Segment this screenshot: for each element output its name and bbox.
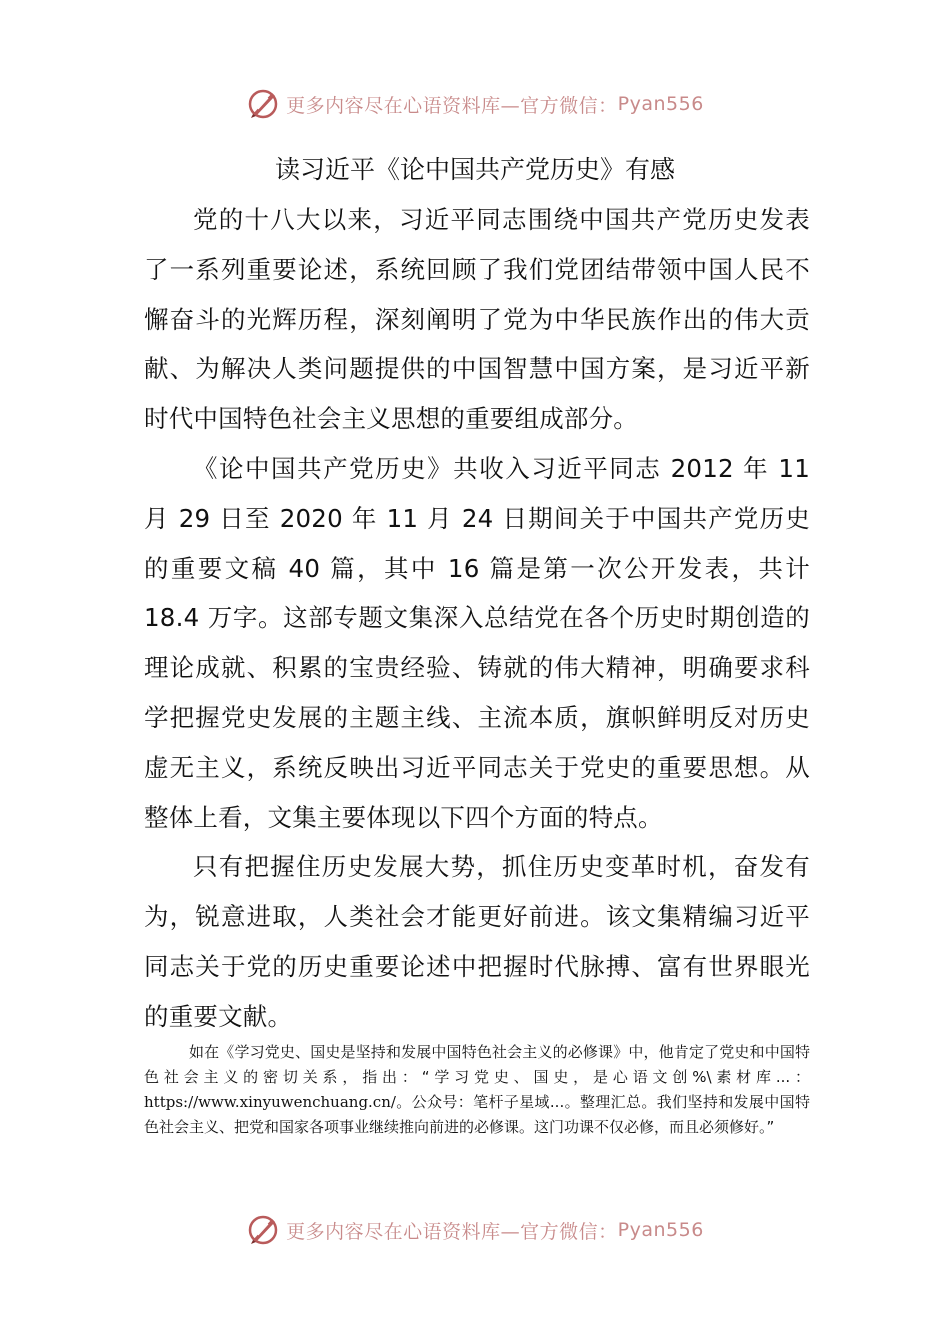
- quill-pen-logo-icon: [246, 1213, 280, 1247]
- document-title: 读习近平《论中国共产党历史》有感: [274, 155, 675, 184]
- banner-text: 更多内容尽在心语资料库—官方微信：: [286, 94, 618, 117]
- footer-watermark-banner: [0, 1210, 950, 1250]
- quill-pen-logo-icon: [246, 87, 280, 121]
- document-body: [144, 195, 810, 1042]
- note-text-part1: 如在《学习党史、国史是坚持和发展中国特色社会主义的必修课》中，他肯定了党史和中国特色社会主义的密切关系，指出：“学习党史、国史，是心语文创%\素材库...：: [144, 1043, 810, 1086]
- banner-wechat-id: Pyan556: [617, 1219, 704, 1241]
- document-note: [144, 1040, 810, 1140]
- paragraph-1: 党的十八大以来，习近平同志围绕中国共产党历史发表了一系列重要论述，系统回顾了我们党团结带领中国人民不懈奋斗的光辉历程，深刻阐明了党为中华民族作出的伟大贡献、为解决人类问题提供的中国智慧中国方案，是习近平新时代中国特色社会主义思想的重要组成部分。: [144, 205, 810, 434]
- banner-wechat-id: Pyan556: [617, 93, 704, 115]
- banner-text: 更多内容尽在心语资料库—官方微信：: [286, 1220, 618, 1243]
- note-text-part2: 。公众号：笔杆子星域...。整理汇总。我们坚持和发展中国特色社会主义、把党和国家各项事业继续推向前进的必修课。这门功课不仅必修，而且必须修好。”: [144, 1093, 810, 1136]
- header-watermark-banner: [0, 84, 950, 124]
- paragraph-3: 只有把握住历史发展大势，抓住历史变革时机，奋发有为，锐意进取，人类社会才能更好前进。该文集精编习近平同志关于党的历史重要论述中把握时代脉搏、富有世界眼光的重要文献。: [144, 852, 810, 1031]
- note-url-link[interactable]: https://www.xinyuwenchuang.cn/: [144, 1093, 396, 1111]
- paragraph-2: 《论中国共产党历史》共收入习近平同志 2012 年 11 月 29 日至 2020 年 11 月 24 日期间关于中国共产党历史的重要文稿 40 篇，其中 16 篇是第一次公开发表，共计 18.4 万字。这部专题文集深入总结党在各个历史时期创造的理论成就、积累的宝贵经验、铸就的伟大精神，明确要求科学把握党史发展的主题主线、主流本质，旗帜鲜明反对历史虚无主义，系统反映出习近平同志关于党史的重要思想。从整体上看，文集主要体现以下四个方面的特点。: [144, 453, 810, 832]
- note-paragraph: [144, 1040, 810, 1140]
